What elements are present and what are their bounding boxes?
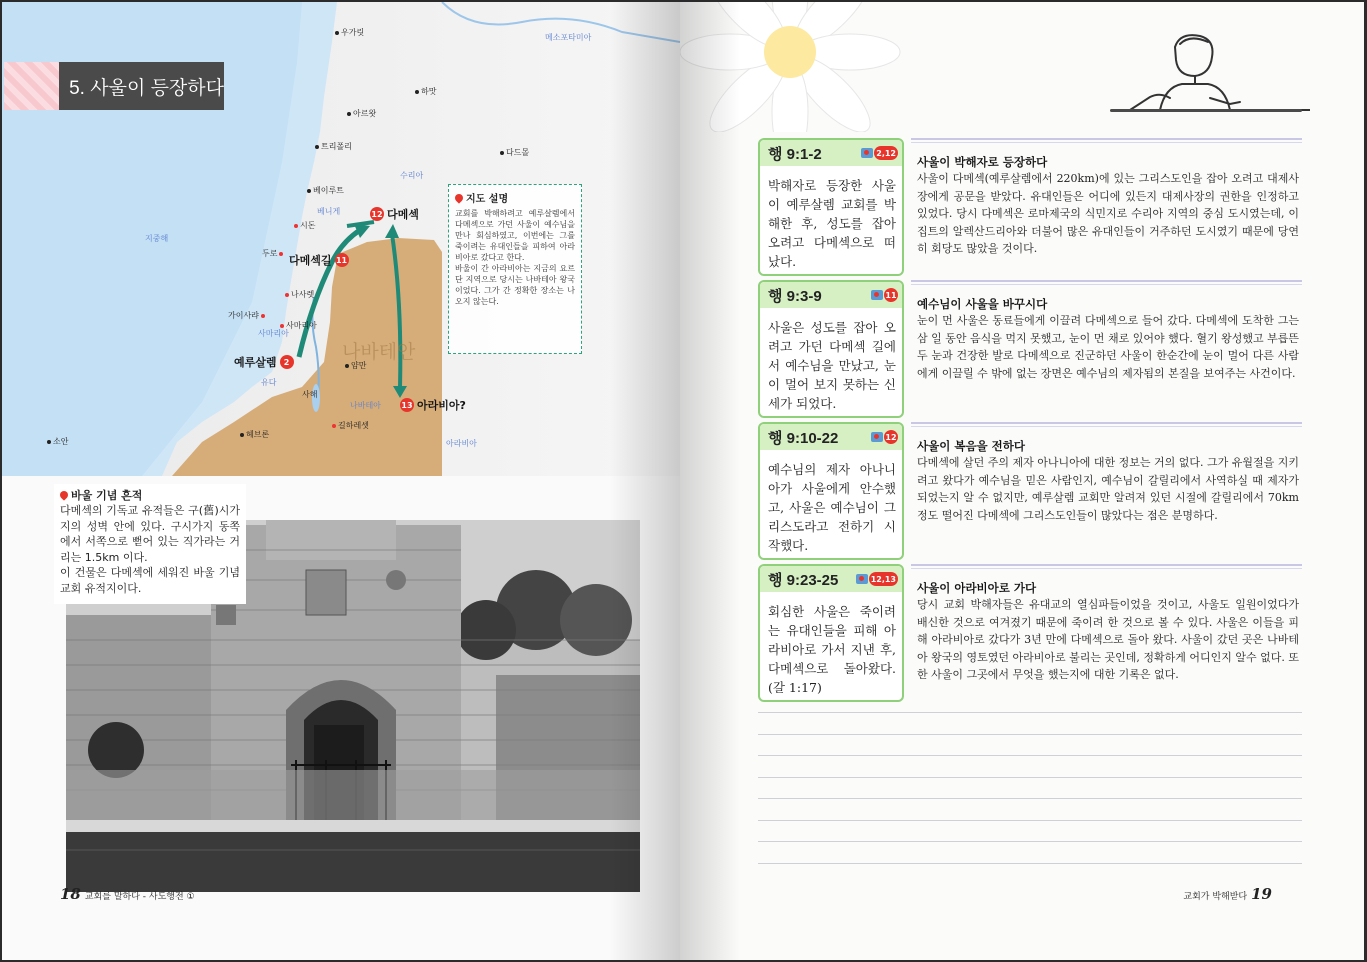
left-footer [60, 885, 195, 903]
right-footer [1183, 885, 1272, 903]
region-nabatea: 나바테아 [350, 401, 381, 410]
note-line [758, 712, 1302, 713]
map-note-text-2: 바울이 간 아라비아는 지금의 요르단 지역으로 당시는 나바테아 왕국이었다. 그가 간 정확한 장소는 나오지 않는다. [455, 264, 575, 306]
photo-caption-text-2: 이 건물은 다메섹에 세워진 바울 기념 교회 유적지이다. [60, 566, 240, 595]
entry-4 [758, 564, 1302, 702]
rule [911, 426, 1302, 427]
chapter-title-text: 5. 사울이 등장하다 [59, 62, 224, 110]
place-kir-hareseth: 길하레셋 [332, 420, 369, 431]
map-icon [871, 290, 883, 300]
region-syria: 수리아 [400, 171, 424, 180]
map-note-title: 지도 설명 [455, 190, 575, 205]
note-line [758, 863, 1302, 864]
commentary [911, 138, 1302, 276]
verse-summary: 박해자로 등장한 사울이 예루살렘 교회를 박해한 후, 성도를 잡아 오려고 다메섹으로 떠났다. [768, 178, 896, 269]
photo-caption [54, 484, 246, 604]
region-judea: 유다 [261, 378, 277, 387]
note-line [758, 841, 1302, 842]
region-samaria: 사마리아 [258, 329, 289, 338]
photo-caption-text-1: 다메섹의 기독교 유적들은 구(舊)시가지의 성벽 안에 있다. 구시가지 동쪽에서 서쪽으로 뻗어 있는 직가라는 거리는 1.5km 이다. [60, 504, 240, 564]
place-caesarea: 가이사랴 [228, 310, 267, 321]
verse-card-header [760, 140, 902, 166]
entry-1 [758, 138, 1302, 276]
header-rule [1110, 109, 1302, 112]
entry-3 [758, 422, 1302, 560]
region-dead-sea: 사해 [302, 390, 318, 399]
region-arabia: 아라비아 [446, 439, 477, 448]
chapter-title [4, 62, 224, 110]
pin-icon [453, 192, 464, 203]
map-explanation [448, 184, 582, 354]
rule [911, 142, 1302, 143]
rule [911, 564, 1302, 566]
verse-card [758, 138, 904, 276]
rule [911, 568, 1302, 569]
map-icon [856, 574, 868, 584]
verse-summary: 회심한 사울은 죽이려는 유대인들을 피해 아라비아로 가서 지낸 후, 다메섹으로 돌아왔다. (갈 1:17) [768, 604, 896, 695]
note-line [758, 820, 1302, 821]
verse-card [758, 280, 904, 418]
verse-card [758, 564, 904, 702]
page-number-left: 18 [60, 885, 81, 903]
place-hamath: 하맛 [415, 86, 436, 97]
place-tripoli: 트리폴리 [315, 141, 352, 152]
note-line [758, 734, 1302, 735]
place-tadmor: 다드몰 [500, 147, 529, 158]
commentary-text: 눈이 먼 사울은 동료들에게 이끌려 다메섹으로 들어 갔다. 다메섹에 도착한 그는 삼 일 동안 음식을 먹지 못했고, 눈이 먼 채로 있어야 했다. 혈기 왕성했고 부릅뜬 두 눈과 건장한 발로 다메섹으로 진군하던 사울이 한순간에 눈이 멀어 다른 사람에게 이끌릴 수 밖에 없는 장면은 예수님의 제자됨의 본질을 보여주는 사건이다. [917, 314, 1299, 380]
verse-reference: 행 9:1-2 [768, 145, 822, 163]
region-mesopotamia: 메소포타미아 [545, 33, 592, 42]
place-hebron: 헤브론 [240, 429, 269, 440]
commentary-text: 사울이 다메섹(예루살렘에서 220km)에 있는 그리스도인을 잡아 오려고 대제사장에게 공문을 받았다. 유대인들은 어디에 있든지 대제사장의 권한을 인정하고 있었다. 당시 다메섹은 로마제국의 식민지로 수리아 지역의 중심 도시였는데, 이집트의 알렉산드리아와 더불어 많은 유대인들이 거주하던 도시였기 때문에 당연히 회당도 많았을 것이다. [917, 172, 1299, 255]
label-damascus: 12 다메섹 [371, 208, 419, 221]
label-damascus-road: 다메섹길 11 [289, 254, 348, 267]
commentary [911, 280, 1302, 418]
left-page [2, 2, 680, 960]
title-accent [4, 62, 59, 110]
commentary-title: 사울이 복음을 전하다 [917, 439, 1025, 453]
map-note-text-1: 교회를 박해하려고 예루살렘에서 다메섹으로 가던 사울이 예수님을 만나 회심하였고, 이번에는 그를 죽이려는 유대인들을 피하여 아라비아로 갔다고 한다. [455, 209, 575, 262]
right-footer-text: 교회가 박해받다 [1183, 892, 1248, 902]
map-marker-badges: 12 [871, 430, 898, 444]
verse-card-header [760, 424, 902, 450]
commentary-text: 당시 교회 박해자들은 유대교의 열심파들이었을 것이고, 사울도 일원이었다가 배신한 것으로 여겨졌기 때문에 죽이려 한 것으로 볼 수 있다. 사울은 이들을 피해 아라비아로 갔다가 3년 만에 다메섹으로 돌아 왔다. 사울이 갔던 곳은 나바테아 왕국의 영토였던 아라비아로 불리는 곳인데, 정확하게 어디인지 알수 없다. 또한 사울이 그곳에서 무엇을 했는지에 대한 기록은 없다. [917, 598, 1299, 681]
place-arwad: 아르왓 [347, 108, 376, 119]
label-jerusalem: 예루살렘 2 [234, 354, 294, 370]
commentary-title: 사울이 아라비아로 가다 [917, 581, 1037, 595]
verse-card-header [760, 282, 902, 308]
verse-reference: 행 9:23-25 [768, 571, 839, 589]
commentary-title: 사울이 박해자로 등장하다 [917, 155, 1048, 169]
gutter-shadow [680, 2, 740, 960]
verse-card-header [760, 566, 902, 592]
label-arabia: 13 아라비아? [401, 399, 466, 412]
map [2, 2, 680, 476]
region-mediterranean: 지중해 [145, 234, 169, 243]
place-amman: 얌만 [345, 360, 366, 371]
rule [911, 280, 1302, 282]
territory-label: 나바테안 [342, 341, 416, 363]
entry-2 [758, 280, 1302, 418]
map-marker-badges: 11 [871, 288, 898, 302]
place-samaria-city: 사마리아 [280, 320, 317, 331]
place-sidon: 시돈 [294, 220, 315, 231]
map-marker-badges: 12,13 [856, 572, 898, 586]
note-lines [758, 712, 1302, 884]
map-icon [871, 432, 883, 442]
verse-summary: 사울은 성도를 잡아 오려고 가던 다메섹 길에서 예수님을 만났고, 눈이 멀어 보지 못하는 신세가 되었다. [768, 320, 896, 411]
pin-icon [58, 489, 69, 500]
rule [911, 284, 1302, 285]
note-line [758, 777, 1302, 778]
place-ugarit: 우가릿 [335, 27, 364, 38]
commentary-text: 다메섹에 살던 주의 제자 아나니아에 대한 정보는 거의 없다. 그가 유월절을 지키려고 왔다가 예수님을 믿은 사람인지, 예수님이 갈릴리에서 사역하실 때 제자가 되었는지 알 수 없지만, 예루살렘 교회만 알려져 있던 시절에 갈릴리에서 70km정도 떨어진 다메섹에 그리스도인들이 많았다는 점은 분명하다. [917, 456, 1299, 522]
place-zoan: 소안 [47, 436, 68, 447]
note-line [758, 798, 1302, 799]
verse-card [758, 422, 904, 560]
right-page [680, 2, 1364, 960]
photo-caption-title: 바울 기념 흔적 [60, 487, 240, 503]
rule [911, 422, 1302, 424]
place-tyre: 두로 [262, 248, 285, 259]
man-writing-illustration [1120, 32, 1310, 112]
place-nazareth: 나사렛 [285, 289, 314, 300]
left-footer-text: 교회를 말하다 - 사도행전 ① [84, 892, 195, 902]
commentary [911, 564, 1302, 702]
commentary [911, 422, 1302, 560]
verse-reference: 행 9:3-9 [768, 287, 822, 305]
flower-decoration [680, 2, 940, 132]
note-line [758, 755, 1302, 756]
page-number-right: 19 [1251, 885, 1272, 903]
rule [911, 138, 1302, 140]
map-icon [861, 148, 873, 158]
map-marker-badges: 2,12 [861, 146, 898, 160]
verse-summary: 예수님의 제자 아나니아가 사울에게 안수했고, 사울은 예수님이 그리스도라고 전하기 시작했다. [768, 462, 896, 553]
place-beirut: 베이루트 [307, 185, 344, 196]
commentary-title: 예수님이 사울을 바꾸시다 [917, 297, 1048, 311]
verse-reference: 행 9:10-22 [768, 429, 839, 447]
region-phoenicia: 베니게 [317, 207, 341, 216]
